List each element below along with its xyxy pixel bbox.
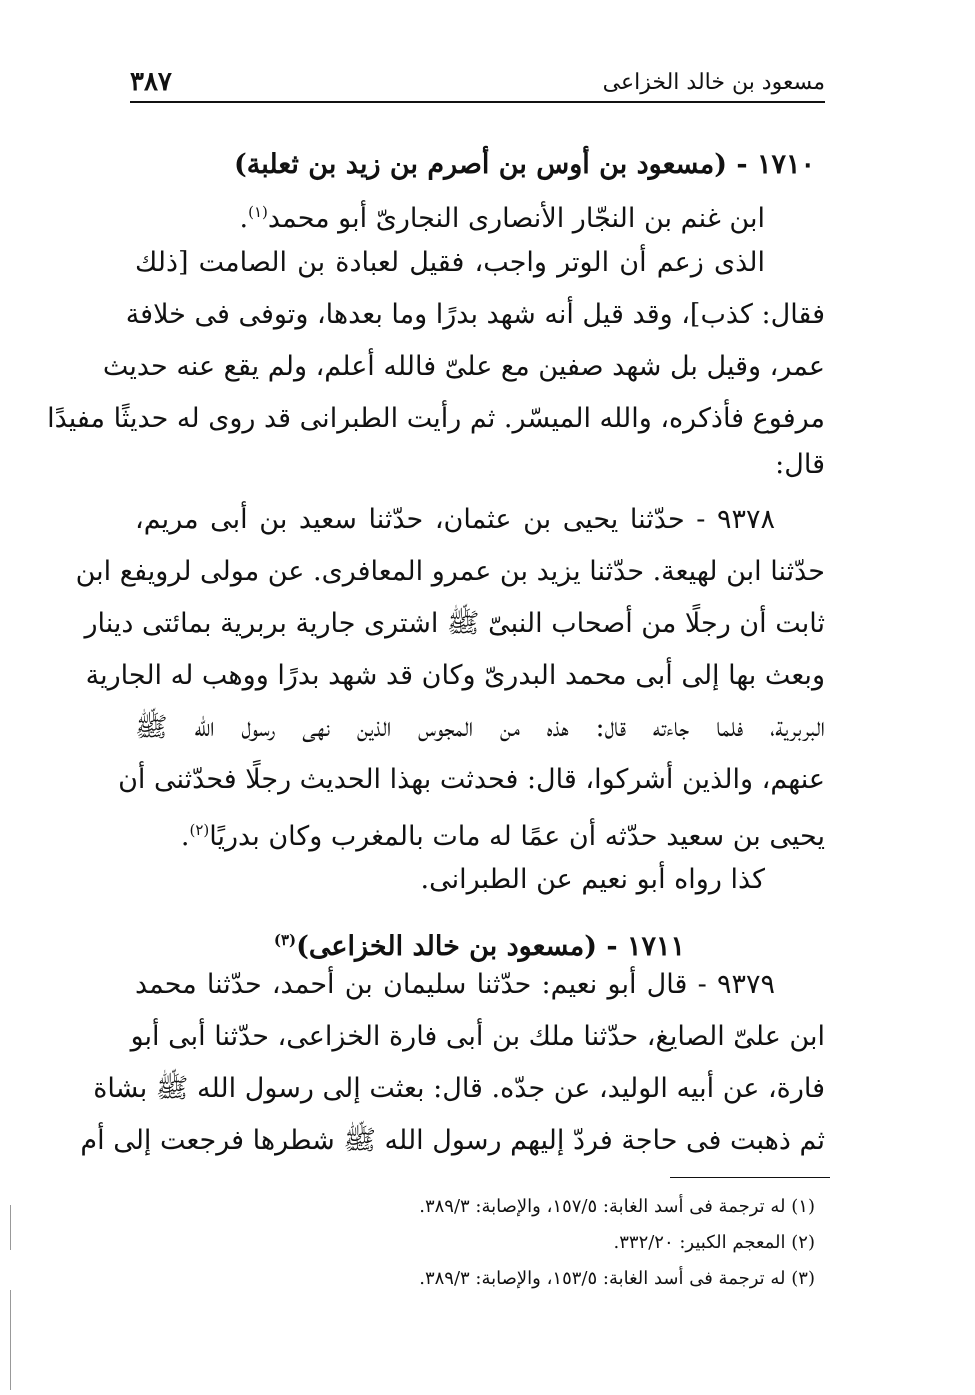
footnote-ref: (٢) — [189, 821, 210, 839]
footnote-1: (١) له ترجمة فى أسد الغابة: ١٥٧/٥، والإصابة: ٣٨٩/٣. — [419, 1196, 815, 1217]
footnote-2: (٢) المعجم الكبير: ٣٣٢/٢٠. — [613, 1232, 815, 1253]
header-rule — [130, 101, 825, 103]
text-line: ثم ذهبت فى حاجة فردّ إليهم رسول الله ﷺ شطرها فرجعت إلى أم — [80, 1125, 825, 1156]
running-header — [130, 62, 825, 102]
text-line: الذى زعم أن الوتر واجب، فقيل لعبادة بن الصامت [ذلك — [135, 247, 765, 278]
text-line: عنهم، والذين أشركوا، قال: فحدثت بهذا الحديث رجلًا فحدّثنى أن — [118, 764, 825, 795]
text-line: ثابت أن رجلًا من أصحاب النبىّ ﷺ اشترى جارية بربرية بمائتى دينار — [84, 608, 825, 639]
footnote-rule — [670, 1177, 830, 1178]
scan-margin-mark — [10, 1205, 11, 1250]
text-line: حدّثنا ابن لهيعة. حدّثنا يزيد بن عمرو المعافرى. عن مولى لرويفع ابن — [75, 556, 825, 587]
text-line: يحيى بن سعيد حدّثه أن عمًا له مات بالمغرب وكان بدريًا$^{(٢)}$. — [180, 821, 825, 852]
text-line: فارة، عن أبيه الوليد، عن جدّه. قال: بعثت إلى رسول الله ﷺ بشاة — [93, 1073, 825, 1104]
text-line: كذا رواه أبو نعيم عن الطبرانى. — [420, 864, 765, 895]
page-number: ٣٨٧ — [130, 67, 172, 97]
text-line: ابن علىّ الصايغ، حدّثنا ملك بن أبى فارة الخزاعى، حدّثنا أبى أبو — [130, 1021, 825, 1052]
header-title: مسعود بن خالد الخزاعى — [602, 69, 825, 95]
hadith-9379-start: ٩٣٧٩ - قال أبو نعيم: حدّثنا سليمان بن أحمد، حدّثنا محمد — [135, 969, 775, 1000]
text-line: ابن غنم بن النجّار الأنصارى النجارىّ أبو محمد$^{(١)}$. — [239, 203, 765, 234]
footnote-ref: (٣) — [273, 931, 297, 949]
entry-heading-1710: ١٧١٠ - (مسعود بن أوس بن أصرم بن زيد بن ثعلبة) — [234, 149, 815, 180]
text-line: البربرية، فلما جاءته قال: هذه من المجوس الذين نهى رسول الله ﷺ — [135, 712, 825, 743]
footnote-ref: (١) — [248, 203, 268, 221]
text-line: وبعث بها إلى أبى محمد البدرىّ وكان قد شهد بدرًا ووهب له الجارية — [85, 660, 825, 691]
text-line: قال: — [775, 449, 825, 480]
hadith-9378-start: ٩٣٧٨ - حدّثنا يحيى بن عثمان، حدّثنا سعيد بن أبى مريم، — [135, 504, 775, 535]
text-line: فقال: كذب]، وقد قيل أنه شهد بدرًا وما بعدها، وتوفى فى خلافة — [125, 299, 825, 330]
scan-margin-mark — [10, 1290, 11, 1390]
footnote-3: (٣) له ترجمة فى أسد الغابة: ١٥٣/٥، والإصابة: ٣٨٩/٣. — [419, 1268, 815, 1289]
text-line: عمر، وقيل بل شهد صفين مع علىّ فالله أعلم، ولم يقع عنه حديث — [102, 351, 825, 382]
text-line: مرفوع فأذكره، والله الميسّر. ثم رأيت الطبرانى قد روى له حديثًا مفيدًا — [47, 403, 825, 434]
entry-heading-1711: ١٧١١ - (مسعود بن خالد الخزاعى)$^{(٣)}$ — [273, 931, 685, 962]
